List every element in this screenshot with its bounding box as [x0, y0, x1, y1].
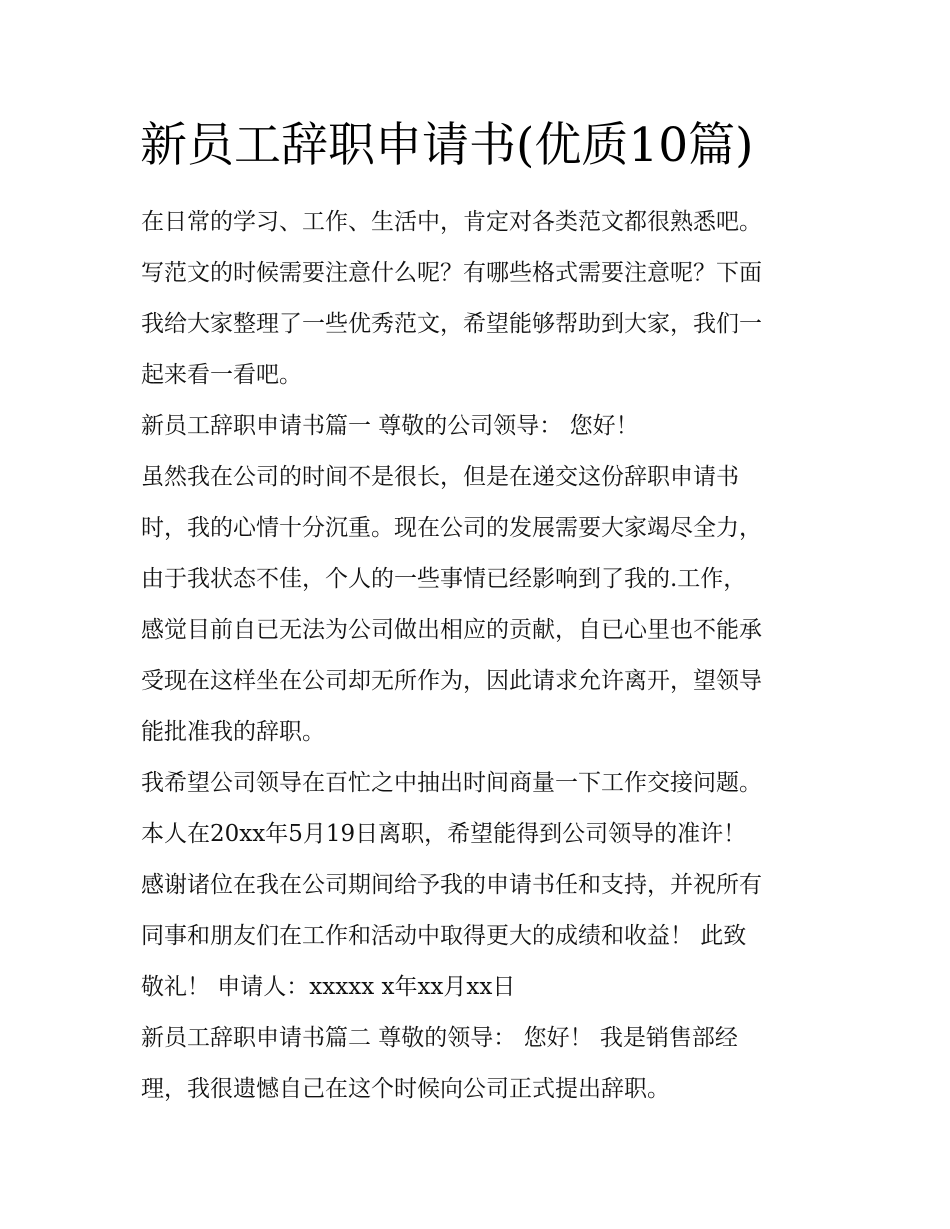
body-line: 在日常的学习、工作、生活中，肯定对各类范文都很熟悉吧。 [141, 209, 762, 235]
body-line: 本人在20xx年5月19日离职，希望能得到公司领导的准许！ [141, 821, 747, 847]
body-line: 由于我状态不佳，个人的一些事情已经影响到了我的.工作， [141, 566, 747, 592]
document-body [141, 197, 821, 1115]
section-heading-line: 新员工辞职申请书篇二 尊敬的领导： 您好！ 我是销售部经 [141, 1025, 738, 1051]
section-heading-line: 新员工辞职申请书篇一 尊敬的公司领导： 您好！ [141, 413, 639, 439]
body-line: 能批准我的辞职。 [141, 719, 325, 745]
signature-line: 敬礼！ 申请人：xxxxx x年xx月xx日 [141, 974, 516, 1000]
body-line: 受现在这样坐在公司却无所作为，因此请求允许离开，望领导 [141, 668, 762, 694]
body-line: 我希望公司领导在百忙之中抽出时间商量一下工作交接问题。 [141, 770, 762, 796]
body-line: 感谢诸位在我在公司期间给予我的申请书任和支持，并祝所有 [141, 872, 762, 898]
body-line: 我给大家整理了一些优秀范文，希望能够帮助到大家，我们一 [141, 311, 762, 337]
body-line: 理，我很遗憾自己在这个时候向公司正式提出辞职。 [141, 1076, 670, 1102]
body-line: 感觉目前自已无法为公司做出相应的贡献，自已心里也不能承 [141, 617, 762, 643]
body-line: 起来看一看吧。 [141, 362, 302, 388]
document-title: 新员工辞职申请书(优质10篇) [140, 118, 754, 173]
body-line: 时，我的心情十分沉重。现在公司的发展需要大家竭尽全力， [141, 515, 762, 541]
body-line: 虽然我在公司的时间不是很长，但是在递交这份辞职申请书 [141, 464, 739, 490]
body-line: 同事和朋友们在工作和活动中取得更大的成绩和收益！ 此致 [141, 923, 747, 949]
body-line: 写范文的时候需要注意什么呢？有哪些格式需要注意呢？下面 [141, 260, 762, 286]
